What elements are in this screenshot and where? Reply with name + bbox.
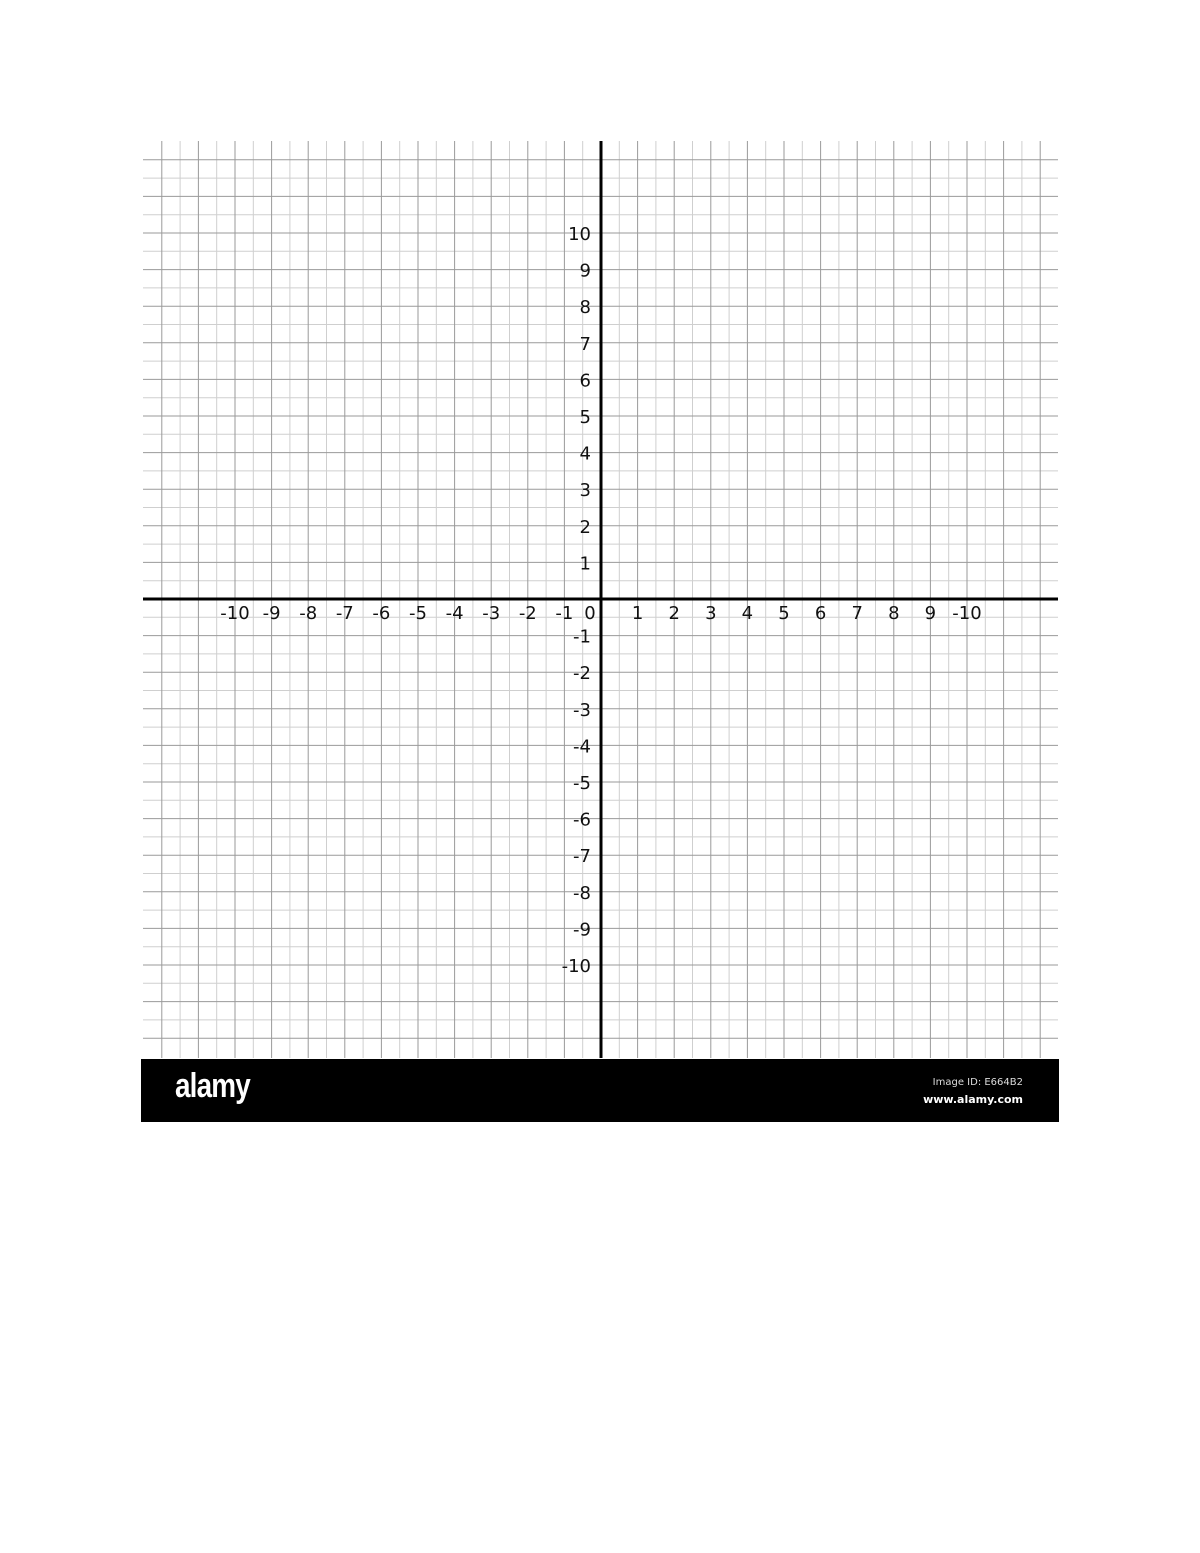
x-tick-label: 6 [814,603,827,624]
x-tick-label: 8 [888,603,900,624]
y-tick-label: -8 [573,882,591,904]
x-tick-label: 1 [631,603,644,624]
image-id-text: Image ID: E664B2 [932,1077,1023,1088]
y-tick-label: -3 [573,699,591,721]
x-tick-label: -4 [445,603,464,624]
y-tick-label: 7 [579,333,591,355]
y-tick-label: 3 [579,480,591,502]
x-tick-label: -8 [299,603,318,624]
watermark-banner [141,1059,1059,1122]
x-tick-label: -3 [482,603,501,624]
x-tick-label: 7 [851,603,863,624]
alamy-logo: alamy [175,1067,250,1105]
y-tick-label: -6 [573,809,591,831]
x-tick-label: -10 [220,603,250,624]
y-tick-label: -7 [573,846,591,868]
axes [143,141,1058,1058]
x-tick-label: 9 [924,603,937,624]
y-tick-label: -2 [573,663,591,685]
y-tick-label: -1 [573,626,591,648]
x-tick-label: 0 [584,603,596,624]
y-tick-label: 10 [568,224,591,245]
y-tick-label: -10 [561,956,591,977]
y-tick-label: 6 [579,370,591,392]
x-tick-label: 3 [705,603,717,624]
y-tick-label: 5 [579,407,591,428]
x-tick-label: 5 [778,603,790,624]
y-tick-label: -4 [573,736,591,758]
x-tick-label: -10 [952,603,982,624]
site-url-text: www.alamy.com [923,1093,1023,1106]
y-tick-label: 1 [579,553,591,575]
x-tick-label: 2 [668,603,680,624]
y-tick-label: -9 [573,919,591,941]
x-tick-label: -6 [372,603,391,624]
y-tick-label: 8 [579,297,591,319]
x-tick-label: -9 [262,603,281,624]
x-tick-label: -5 [409,603,427,624]
y-tick-label: 2 [579,516,591,538]
x-tick-label: -2 [518,603,537,624]
x-tick-label: -1 [555,603,574,624]
y-tick-label: -5 [573,773,591,794]
y-tick-label: 4 [579,443,591,465]
y-tick-label: 9 [579,260,591,282]
watermark-info [923,1074,1023,1108]
x-tick-label: 4 [741,603,754,624]
x-tick-label: -7 [335,603,354,624]
